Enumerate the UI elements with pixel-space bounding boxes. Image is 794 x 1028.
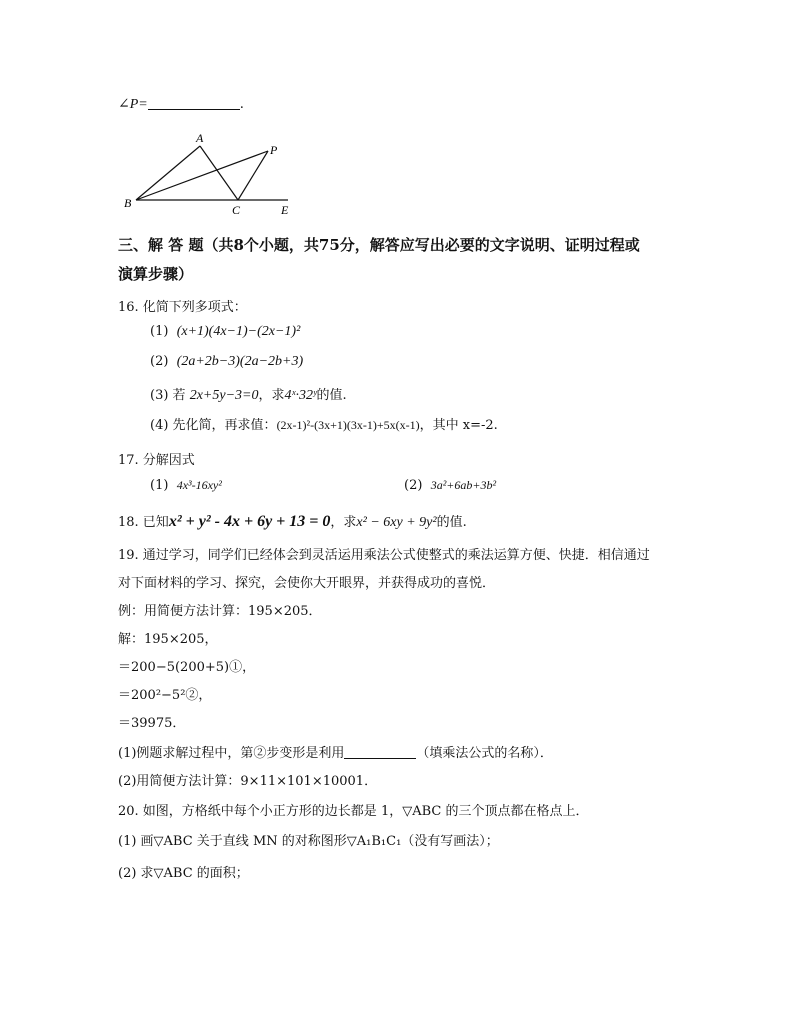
- q19-part2: (2)用简便方法计算：9×11×101×10001．: [118, 774, 378, 789]
- q19-example: 例：用简便方法计算：195×205．: [118, 604, 322, 619]
- q19-solution-step0: 解：195×205，: [118, 632, 218, 647]
- q18-equation: x² + y² - 4x + 6y + 13 = 0: [168, 513, 331, 530]
- q18-expression: x² − 6xy + 9y²: [356, 515, 437, 530]
- angle-p-label: ∠P=: [118, 97, 148, 112]
- q19-line1: 19. 通过学习，同学们已经体会到灵活运用乘法公式使整式的乘法运算方便、快捷．相信通过: [118, 548, 650, 563]
- label-b: B: [124, 196, 132, 210]
- q19-solution-step1: ＝200−5(200+5)①，: [118, 660, 256, 675]
- formula-name-blank[interactable]: [344, 745, 416, 759]
- period: .: [239, 97, 244, 112]
- section-title-line2: 演算步骤）: [118, 265, 194, 283]
- q16-item2-number: (2): [150, 354, 169, 369]
- q16-item3-equation: 2x+5y−3=0: [189, 388, 259, 403]
- segment-ba: [136, 146, 200, 200]
- q16-item3-middle: ，求: [258, 388, 285, 403]
- q16-item1: [150, 324, 300, 340]
- q16-item2-expression: (2a+2b−3)(2a−2b+3): [176, 354, 304, 369]
- q17-item2: [404, 478, 496, 493]
- section-title-line1: 三、解 答 题（共8个小题，共75分，解答应写出必要的文字说明、证明过程或: [118, 236, 640, 254]
- label-a: A: [196, 131, 204, 145]
- q16-title: 16. 化简下列多项式：: [118, 300, 247, 315]
- q17-item1-expression: 4x³-16xy²: [176, 478, 222, 492]
- label-c: C: [232, 203, 241, 217]
- answer-blank[interactable]: [148, 96, 240, 110]
- q17-item2-expression: 3a²+6ab+3b²: [430, 478, 497, 492]
- q20-part2: (2) 求▽ABC 的面积；: [118, 866, 249, 881]
- q17-title: 17. 分解因式: [118, 453, 195, 468]
- q17-item1-number: (1): [150, 478, 169, 493]
- q16-item3-prefix: (3) 若: [150, 388, 186, 403]
- q18-suffix: 的值.: [436, 515, 467, 530]
- q20-part1: (1) 画▽ABC 关于直线 MN 的对称图形▽A₁B₁C₁（没有写画法）；: [118, 834, 499, 849]
- q16-item1-expression: (x+1)(4x−1)−(2x−1)²: [176, 324, 301, 339]
- segment-cp: [238, 151, 268, 200]
- q19-part1-suffix: （填乘法公式的名称）．: [416, 746, 553, 761]
- segment-bp: [136, 151, 268, 200]
- q18-middle: ，求: [330, 515, 357, 530]
- label-e: E: [281, 203, 289, 217]
- q16-item3-expression: 4ˣ·32ʸ: [284, 388, 317, 403]
- q16-item3: [150, 384, 347, 404]
- q20-line1: 20. 如图，方格纸中每个小正方形的边长都是 1，▽ABC 的三个顶点都在格点上．: [118, 804, 589, 819]
- q19-part1-prefix: (1)例题求解过程中，第②步变形是利用: [118, 746, 345, 761]
- q16-item4-prefix: (4) 先化简，再求值：: [150, 418, 277, 433]
- q16-item2: [150, 354, 303, 370]
- q19-part1: [118, 742, 553, 761]
- q16-item4-expression: (2x-1)²-(3x+1)(3x-1)+5x(x-1): [276, 418, 420, 432]
- label-p: P: [270, 143, 278, 157]
- q19-solution-step2: ＝200²−5²②，: [118, 688, 212, 703]
- q16-item1-number: (1): [150, 324, 169, 339]
- angle-p-line: [118, 96, 244, 113]
- q16-item3-suffix: 的值.: [316, 388, 347, 403]
- q19-line2: 对下面材料的学习、探究，会使你大开眼界，并获得成功的喜悦．: [118, 576, 496, 591]
- q17-item1: [150, 478, 222, 493]
- triangle-figure: [118, 130, 298, 220]
- q18-line: [118, 511, 467, 531]
- q17-item2-number: (2): [404, 478, 423, 493]
- q19-solution-result: ＝39975．: [118, 716, 186, 731]
- q16-item4-suffix: ，其中 x=-2.: [419, 418, 498, 433]
- segment-ac: [200, 146, 238, 200]
- q18-prefix: 18. 已知: [118, 515, 169, 530]
- q16-item4: [150, 414, 498, 433]
